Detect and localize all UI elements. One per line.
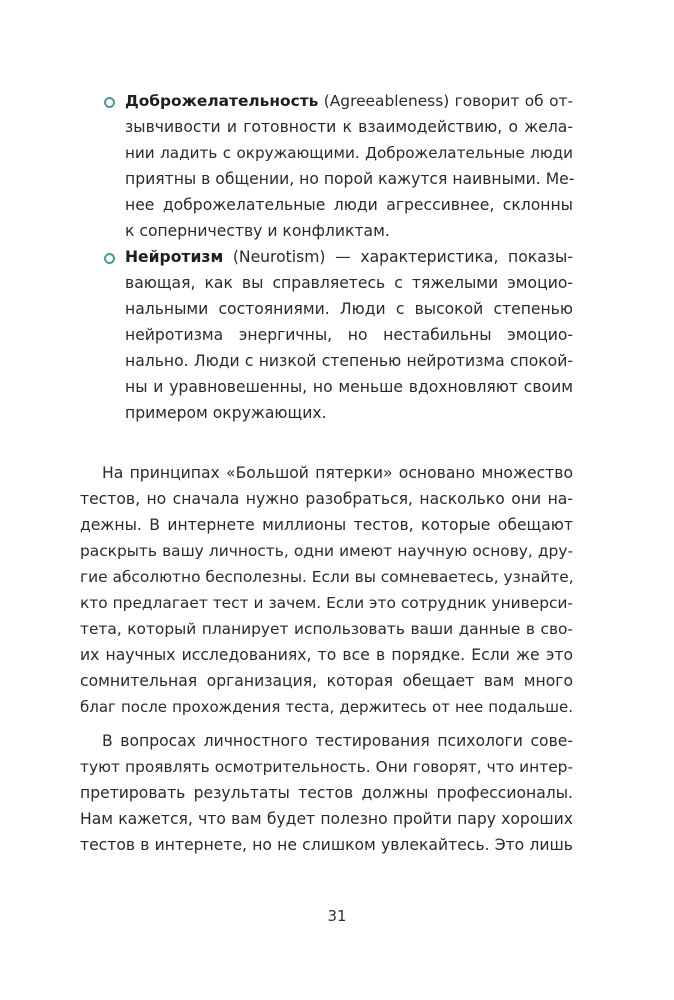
paragraph-line: В вопросах личностного тестирования психологи сове-: [102, 732, 573, 750]
bullet-line: примером окружающих.: [125, 404, 327, 422]
bullet-line: нее доброжелательные люди агрессивнее, склонны: [125, 196, 573, 214]
paragraph-line: тестов, но сначала нужно разобраться, насколько они на-: [80, 490, 573, 508]
paragraph-line: кто предлагает тест и зачем. Если это сотрудник универси-: [80, 594, 573, 612]
bullet-term: Доброжелательность: [125, 92, 319, 110]
bullet-line: приятны в общении, но порой кажутся наивными. Ме-: [125, 170, 575, 188]
paragraph-line: благ после прохождения теста, держитесь от нее подальше.: [80, 698, 573, 716]
bullet-line: зывчивости и готовности к взаимодействию, о жела-: [125, 118, 573, 136]
bullet-line: нальными состояниями. Люди с высокой степенью: [125, 300, 573, 318]
paragraph-line: сомнительная организация, которая обещает вам много: [80, 672, 573, 690]
paragraph-line: На принципах «Большой пятерки» основано множество: [102, 464, 573, 482]
bullet-line: ны и уравновешенны, но меньше вдохновляют своим: [125, 378, 573, 396]
bullet-line: нии ладить с окружающими. Доброжелательные люди: [125, 144, 573, 162]
bullet-line: вающая, как вы справляетесь с тяжелыми эмоцио-: [125, 274, 573, 292]
bullet-marker-icon: [104, 253, 115, 264]
paragraph-line: их научных исследованиях, то все в порядке. Если же это: [80, 646, 573, 664]
page-number: 31: [327, 907, 347, 925]
bullet-marker-icon: [104, 97, 115, 108]
paragraph-line: раскрыть вашу личность, одни имеют научную основу, дру-: [80, 542, 573, 560]
paragraph-line: гие абсолютно бесполезны. Если вы сомневаетесь, узнайте,: [80, 568, 574, 586]
paragraph-line: претировать результаты тестов должны профессионалы.: [80, 784, 573, 802]
bullet-line: нально. Люди с низкой степенью нейротизма спокой-: [125, 352, 573, 370]
paragraph-line: Нам кажется, что вам будет полезно пройти пару хороших: [80, 810, 573, 828]
bullet-line: нейротизма энергичны, но нестабильны эмоцио-: [125, 326, 573, 344]
bullet-line: к соперничеству и конфликтам.: [125, 222, 390, 240]
bullet-term: Нейротизм: [125, 248, 224, 266]
paragraph-line: дежны. В интернете миллионы тестов, которые обещают: [80, 516, 573, 534]
bullet-line: Доброжелательность (Agreeableness) говорит об от-: [125, 92, 573, 110]
paragraph-line: туют проявлять осмотрительность. Они говорят, что интер-: [80, 758, 573, 776]
paragraph-line: тестов в интернете, но не слишком увлекайтесь. Это лишь: [80, 836, 573, 854]
bullet-line: Нейротизм (Neurotism) — характеристика, показы-: [125, 248, 573, 266]
paragraph-line: тета, который планирует использовать ваши данные в сво-: [80, 620, 573, 638]
